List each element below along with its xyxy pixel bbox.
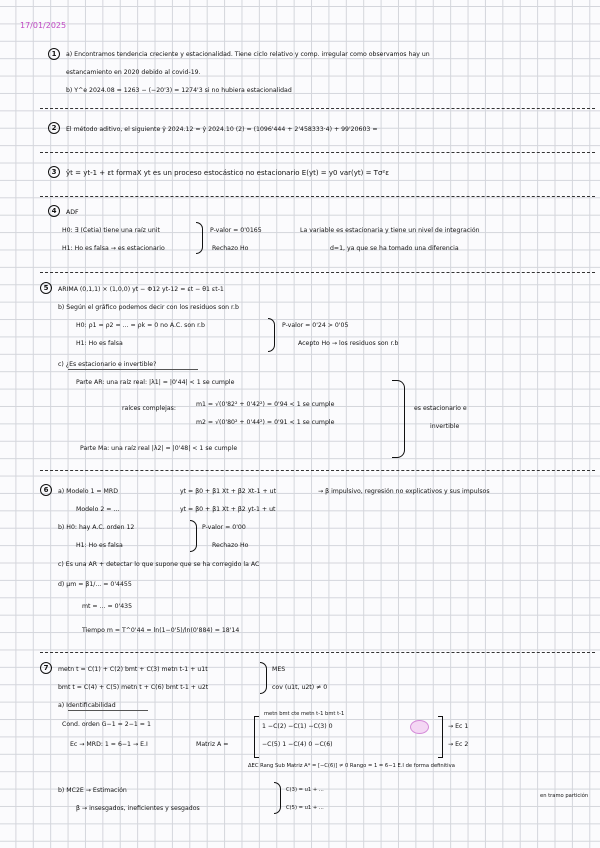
order-condition: Cond. orden G−1 = 2−1 = 1	[62, 721, 151, 728]
matrix-row: −C(5) 1 −C(4) 0 −C(6)	[262, 741, 333, 748]
p-value: P-valor = 0'0165	[210, 227, 262, 234]
underline	[68, 710, 148, 711]
modulus-2: m2 = √(0'80² + 0'44²) = 0'91 < 1 se cumple	[196, 419, 335, 426]
section-divider	[40, 152, 595, 153]
equation: yt = β0 + β1 Xt + β2 Xt-1 + ut	[180, 488, 276, 495]
row-tag: → Ec 1	[448, 723, 469, 730]
equation: bmt t = C(4) + C(5) metn t + C(6) bmt t-1 + u2t	[58, 684, 209, 691]
answer-text: β → insesgados, ineficientes y sesgados	[76, 805, 200, 812]
row-tag: → Ec 2	[448, 741, 469, 748]
question-number: 4	[48, 205, 60, 217]
conclusion: La variable es estacionaria y tiene un nivel de integración	[300, 227, 480, 234]
answer-text: ŷt = yt-1 + εt formaX yt es un proceso estocástico no estacionario E(yt) = y0 var(yt) = Tσ²ε	[66, 169, 389, 177]
matrix-bracket	[438, 716, 443, 758]
answer-text: c) ¿Es estacionario e invertible?	[58, 361, 157, 368]
answer-text: b) MC2E → Estimación	[58, 787, 127, 794]
conclusion: invertible	[430, 423, 460, 430]
side-note: C(5) = u1 + ...	[286, 805, 324, 811]
answer-text: a) Identificabilidad	[58, 702, 116, 709]
section-divider	[40, 196, 595, 197]
page-date: 17/01/2025	[20, 21, 67, 30]
brace	[196, 222, 203, 254]
answer-text: El método aditivo, el siguiente ŷ 2024.12 = ŷ 2024.10 (2) = (1096'444 + 2'458333·4) + 99'20603 =	[66, 126, 378, 133]
hypothesis-h0: H0: ρ1 = ρ2 = ... = ρk = 0 no A.C. son r.b	[76, 322, 205, 329]
conclusion: d=1, ya que se ha tomado una diferencia	[330, 245, 459, 252]
underline	[68, 369, 198, 370]
section-divider	[40, 272, 595, 273]
p-value: P-valor = 0'00	[202, 524, 246, 531]
hypothesis-h1: H1: Ho es falsa	[76, 542, 123, 549]
brace	[274, 782, 281, 814]
decision: Acepto Ho → los residuos son r.b	[298, 340, 399, 347]
matrix-label: Matriz A =	[196, 741, 229, 748]
hypothesis-h1: H1: Ho es falsa	[76, 340, 123, 347]
brace	[190, 520, 197, 552]
covariance: cov (u1t, u2t) ≠ 0	[272, 684, 328, 691]
question-number: 5	[40, 282, 52, 294]
matrix-bracket	[254, 716, 259, 758]
decision: Rechazo Ho	[212, 542, 249, 549]
matrix-header: metn bmt cte metn t-1 bmt t-1	[264, 711, 345, 717]
answer-text: b) Según el gráfico podemos decir con los residuos son r.b	[58, 304, 239, 311]
highlight-circle	[410, 720, 429, 734]
equation: Ec → MRD: 1 = 6−1 → E.I	[70, 741, 148, 748]
p-value: P-valor = 0'24 > 0'05	[282, 322, 349, 329]
equation: mt = ... = 0'435	[82, 603, 133, 610]
answer-text: → β impulsivo, regresión no explicativos y sus impulsos	[318, 488, 490, 495]
question-number: 3	[48, 166, 60, 178]
answer-text: d) μm = β1/... = 0'4455	[58, 581, 132, 588]
answer-text: estancamiento en 2020 debido al covid-19.	[66, 69, 201, 76]
equation: metn t = C(1) + C(2) bmt + C(3) metn t-1 + u1t	[58, 666, 208, 673]
matrix-row: 1 −C(2) −C(1) −C(3) 0	[262, 723, 333, 730]
section-title: ADF	[66, 209, 79, 216]
hypothesis-h1: H1: Ho es falsa → es estacionario	[62, 245, 165, 252]
question-number: 6	[40, 484, 52, 496]
model-label: Modelo 2 = ...	[76, 506, 120, 513]
hypothesis-h0: b) H0: hay A.C. orden 12	[58, 524, 135, 531]
question-number: 7	[40, 662, 52, 674]
model-type: MES	[272, 666, 286, 673]
conclusion: es estacionario e	[414, 405, 467, 412]
ar-part: Parte AR: una raíz real: |λ1| = |0'44| < 1 se cumple	[76, 379, 235, 386]
section-divider	[40, 652, 595, 653]
complex-roots: raíces complejas:	[122, 405, 176, 412]
brace	[392, 380, 405, 458]
hypothesis-h0: H0: ∃ (Cetia) tiene una raíz unit	[62, 227, 160, 234]
brace	[268, 318, 275, 352]
answer-text: c) Es una AR + detectar lo que supone que se ha corregido la AC	[58, 561, 260, 568]
model-label: a) Modelo 1 = MRD	[58, 488, 118, 495]
decision: Rechazo Ho	[212, 245, 249, 252]
brace	[260, 662, 267, 694]
section-divider	[40, 470, 595, 471]
question-number: 2	[48, 122, 60, 134]
margin-note: en tramo partición	[540, 793, 589, 799]
equation: yt = β0 + β1 Xt + β2 yt-1 + ut	[180, 506, 276, 513]
question-number: 1	[48, 48, 60, 60]
ma-part: Parte Ma: una raíz real |λ2| = |0'48| < 1 se cumple	[80, 445, 238, 452]
equation: Tiempo m = T^0'44 = ln(1−0'5)/ln(0'884) = 18'14	[82, 627, 240, 634]
answer-text: b) Y^e 2024.08 = 1263 − (−20'3) = 1274'3 si no hubiera estacionalidad	[66, 87, 292, 94]
modulus-1: m1 = √(0'82² + 0'42²) = 0'94 < 1 se cumple	[196, 401, 335, 408]
rank-condition: ΔEC Rang Sub Matriz A* = [−C(6)] ≠ 0 Rango = 1 = 6−1 E.I de forma definitiva	[248, 763, 455, 769]
answer-text: a) Encontramos tendencia creciente y estacionalidad. Tiene ciclo relativo y comp. irregular como observamos hay un	[66, 51, 430, 58]
section-divider	[40, 108, 595, 109]
side-note: C(3) = u1 + ...	[286, 787, 324, 793]
section-title: ARIMA (0,1,1) × (1,0,0) yt − Φ12 yt-12 = εt − θ1 εt-1	[58, 286, 224, 293]
